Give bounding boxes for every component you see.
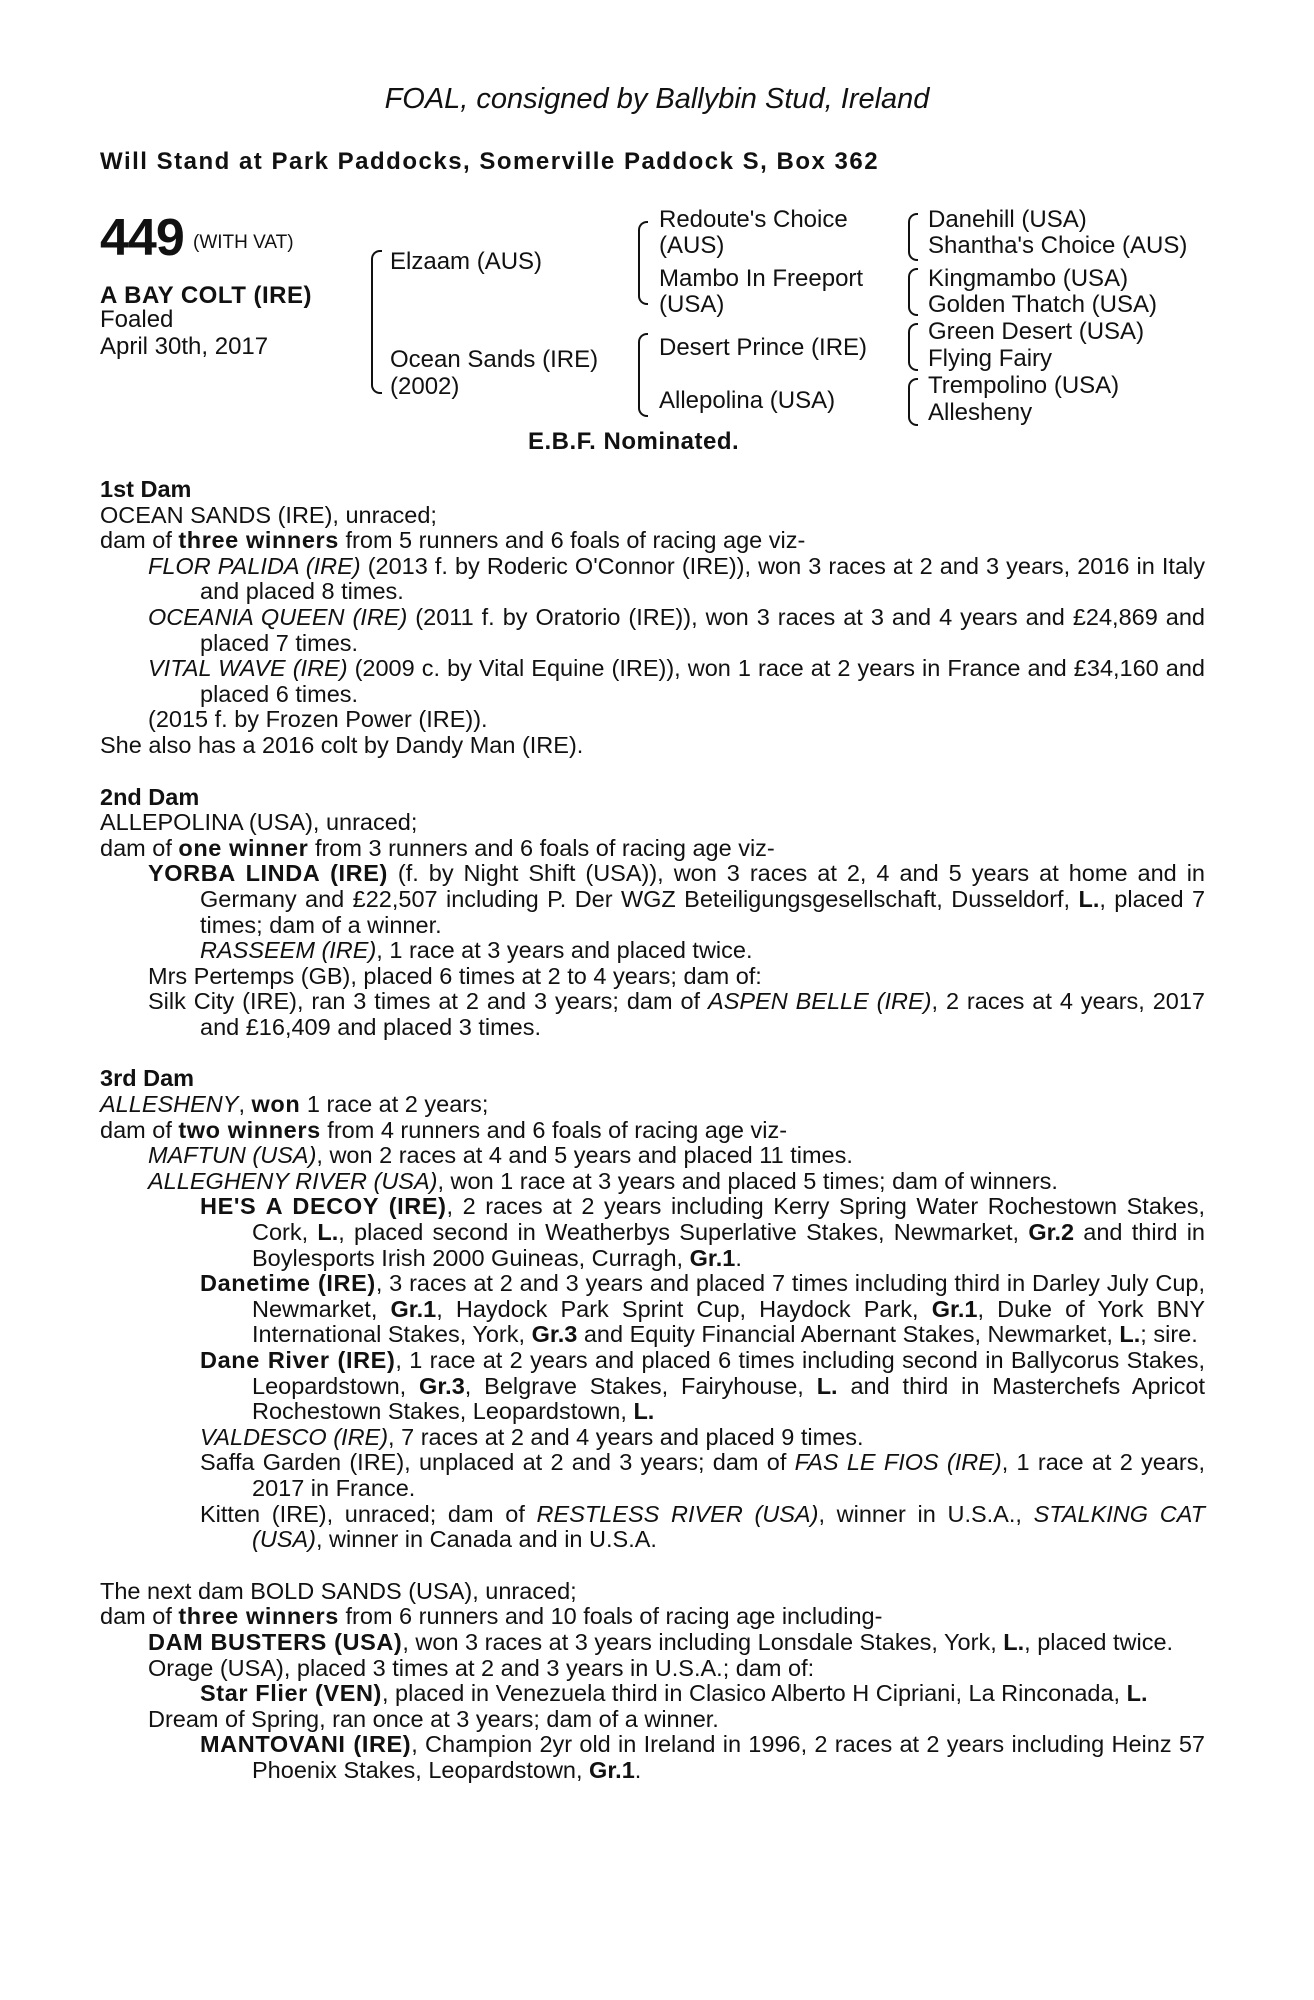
produce-danetime: Danetime (IRE), 3 races at 2 and 3 years and placed 7 times including third in Darley July Cup, Newmarket, Gr.1, Haydock Park Sprint Cup, Haydock Park, Gr.1, Duke of York BNY International Stakes, York, Gr.3 and Equity Financial Abernant Stakes, Newmarket, L.; sire.	[200, 1270, 1206, 1348]
dsd: Flying Fairy	[928, 345, 1053, 372]
produce-kitten: Kitten (IRE), unraced; dam of RESTLESS RIVER (USA), winner in U.S.A., STALKING CAT (USA), winner in Canada and in U.S.A.	[200, 1500, 1205, 1553]
produce-rasseem: RASSEEM (IRE), 1 race at 3 years and placed twice.	[200, 937, 753, 964]
produce-hes-a-decoy: HE'S A DECOY (IRE), 2 races at 2 years including Kerry Spring Water Rochestown Stakes, Cork, L., placed second in Weatherbys Superlative Stakes, Newmarket, Gr.2 and third in Boylesports Irish 2000 Guineas, Curragh, Gr.1.	[200, 1193, 1205, 1271]
produce-silk-city: Silk City (IRE), ran 3 times at 2 and 3 years; dam of ASPEN BELLE (IRE), 2 races at 4 years, 2017 and £16,409 and placed 3 times.	[148, 988, 1205, 1040]
produce-dream-of-spring: Dream of Spring, ran once at 3 years; dam of a winner.	[148, 1705, 719, 1732]
dam-dam: Allepolina (USA)	[659, 387, 836, 414]
produce-saffa-garden: Saffa Garden (IRE), unplaced at 2 and 3 years; dam of FAS LE FIOS (IRE), 1 race at 2 years, 2017 in France.	[200, 1449, 1206, 1501]
first-dam-heading: 1st Dam	[100, 476, 192, 502]
foaled-label: Foaled	[100, 306, 174, 333]
sire: Elzaam (AUS)	[390, 248, 543, 275]
produce-dam-busters: DAM BUSTERS (USA), won 3 races at 3 years including Lonsdale Stakes, York, L., placed twice.	[148, 1628, 1174, 1655]
produce-vital-wave: VITAL WAVE (IRE) (2009 c. by Vital Equine (IRE)), won 1 race at 2 years in France and £34,160 and placed 6 times.	[148, 655, 1206, 707]
third-dam-heading: 3rd Dam	[100, 1065, 195, 1092]
produce-flor-palida: FLOR PALIDA (IRE) (2013 f. by Roderic O'Connor (IRE)), won 3 races at 2 and 3 years, 2016 in Italy and placed 8 times.	[148, 552, 1205, 605]
produce-allegheny-river: ALLEGHENY RIVER (USA), won 1 race at 3 years and placed 5 times; dam of winners.	[148, 1167, 1058, 1194]
first-dam-also: She also has a 2016 colt by Dandy Man (IRE).	[100, 731, 584, 758]
produce-maftun: MAFTUN (USA), won 2 races at 4 and 5 years and placed 11 times.	[148, 1142, 853, 1169]
sdd: Golden Thatch (USA)	[928, 291, 1157, 318]
produce-orage: Orage (USA), placed 3 times at 2 and 3 years in U.S.A.; dam of:	[148, 1654, 815, 1681]
produce-valdesco: VALDESCO (IRE), 7 races at 2 and 4 years and placed 9 times.	[200, 1423, 864, 1450]
pedigree-brace-2b	[638, 333, 648, 417]
produce-dane-river: Dane River (IRE), 1 race at 2 years and placed 6 times including second in Ballycorus Stakes, Leopardstown, Gr.3, Belgrave Stakes, Fairyhouse, L. and third in Masterchefs Apricot Rochestown Stakes, Leopardstown, L.	[200, 1347, 1205, 1425]
next-dam-name: The next dam BOLD SANDS (USA), unraced;	[100, 1577, 577, 1604]
produce-2015-filly: (2015 f. by Frozen Power (IRE)).	[148, 706, 488, 733]
produce-mrs-pertemps: Mrs Pertemps (GB), placed 6 times at 2 to 4 years; dam of:	[148, 962, 762, 989]
stand-location: Will Stand at Park Paddocks, Somerville Paddock S, Box 362	[100, 148, 880, 175]
produce-yorba-linda: YORBA LINDA (IRE) (f. by Night Shift (USA)), won 3 races at 2, 4 and 5 years at home and in Germany and £22,507 including P. Der WGZ Beteiligungsgesellschaft, Dusseldorf, L., placed 7 times; dam of a winner.	[148, 860, 1206, 938]
lot-number: 449	[100, 209, 184, 267]
second-dam-name: ALLEPOLINA (USA), unraced;	[100, 809, 418, 836]
first-dam-name: OCEAN SANDS (IRE), unraced;	[100, 501, 437, 528]
pedigree-brace-1	[371, 250, 382, 394]
pedigree-brace-3a	[908, 213, 918, 261]
pedigree-brace-3b	[908, 268, 918, 316]
lot-name: A BAY COLT (IRE)	[100, 282, 313, 309]
produce-star-flier: Star Flier (VEN), placed in Venezuela third in Clasico Alberto H Cipriani, La Rinconada, L.	[200, 1680, 1148, 1707]
sss: Danehill (USA)	[928, 206, 1087, 233]
second-dam-summary: dam of one winner from 3 runners and 6 foals of racing age viz-	[100, 834, 775, 861]
third-dam-summary: dam of two winners from 4 runners and 6 foals of racing age viz-	[100, 1116, 788, 1143]
dam-sire: Desert Prince (IRE)	[659, 334, 868, 361]
foaled-date: April 30th, 2017	[100, 333, 269, 360]
second-dam-heading: 2nd Dam	[100, 783, 200, 810]
first-dam-summary: dam of three winners from 5 runners and 6 foals of racing age viz-	[100, 527, 806, 554]
ddd: Allesheny	[928, 399, 1033, 426]
third-dam-name: ALLESHENY, won 1 race at 2 years;	[100, 1091, 489, 1118]
pedigree-brace-2a	[638, 221, 648, 305]
sds: Kingmambo (USA)	[928, 265, 1129, 292]
pedigree-brace-3c	[908, 323, 918, 371]
sire-sire-country: (AUS)	[659, 232, 725, 259]
produce-oceania-queen: OCEANIA QUEEN (IRE) (2011 f. by Oratorio (IRE)), won 3 races at 3 and 4 years and £24,869 and placed 7 times.	[148, 603, 1205, 656]
dds: Trempolino (USA)	[928, 372, 1120, 399]
pedigree-brace-3d	[908, 378, 918, 426]
sire-sire: Redoute's Choice	[659, 206, 848, 233]
dam-year: (2002)	[390, 373, 460, 400]
ssd: Shantha's Choice (AUS)	[928, 232, 1188, 259]
ebf-nominated: E.B.F. Nominated.	[528, 428, 740, 455]
sire-dam-country: (USA)	[659, 291, 725, 318]
produce-mantovani: MANTOVANI (IRE), Champion 2yr old in Ireland in 1996, 2 races at 2 years including Heinz 57 Phoenix Stakes, Leopardstown, Gr.1.	[200, 1731, 1206, 1783]
catalogue-body	[100, 477, 1205, 1784]
sire-dam: Mambo In Freeport	[659, 265, 864, 292]
dam: Ocean Sands (IRE)	[390, 346, 599, 373]
next-dam-summary: dam of three winners from 6 runners and 10 foals of racing age including-	[100, 1603, 883, 1630]
dss: Green Desert (USA)	[928, 318, 1145, 345]
vat-label: (WITH VAT)	[193, 232, 294, 253]
page-title: FOAL, consigned by Ballybin Stud, Ireland	[384, 83, 930, 115]
